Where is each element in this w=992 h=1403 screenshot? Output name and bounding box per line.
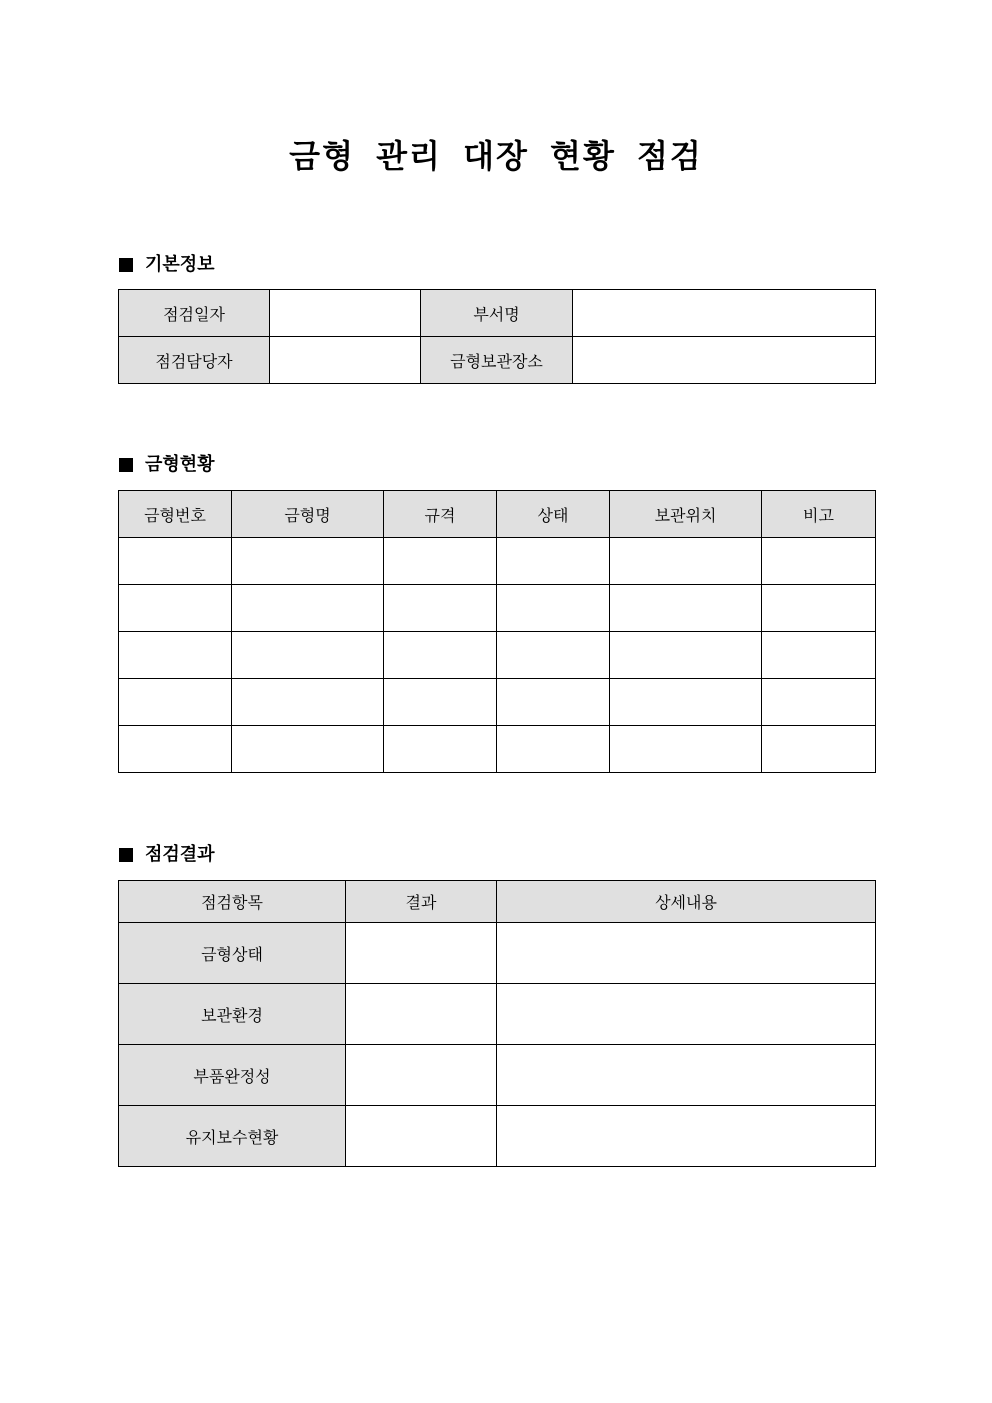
table-cell[interactable] [497, 632, 610, 679]
table-row [119, 726, 876, 773]
section-heading-basic-label: 기본정보 [145, 254, 215, 275]
table-row [119, 923, 876, 984]
column-header-result: 결과 [346, 881, 497, 923]
table-cell[interactable] [119, 538, 232, 585]
inspection-item-label: 보관환경 [119, 984, 346, 1045]
value-department[interactable] [573, 290, 876, 337]
column-header-mold-name: 금형명 [232, 491, 384, 538]
value-inspection-date[interactable] [270, 290, 421, 337]
table-cell[interactable] [232, 632, 384, 679]
basic-info-row [119, 337, 876, 384]
table-cell[interactable] [119, 679, 232, 726]
table-cell[interactable] [232, 679, 384, 726]
table-cell[interactable] [762, 632, 876, 679]
table-row [119, 679, 876, 726]
detail-cell[interactable] [497, 923, 876, 984]
table-cell[interactable] [762, 538, 876, 585]
table-cell[interactable] [762, 726, 876, 773]
column-header-storage-location: 보관위치 [610, 491, 762, 538]
inspection-item-label: 유지보수현황 [119, 1106, 346, 1167]
table-cell[interactable] [610, 679, 762, 726]
section-heading-inspection-result [119, 843, 215, 867]
mold-status-table [118, 490, 876, 773]
column-header-inspection-item: 점검항목 [119, 881, 346, 923]
result-cell[interactable] [346, 1106, 497, 1167]
table-cell[interactable] [610, 726, 762, 773]
column-header-remarks: 비고 [762, 491, 876, 538]
table-cell[interactable] [384, 538, 497, 585]
basic-info-table [118, 289, 876, 384]
square-bullet-icon [119, 458, 133, 472]
inspection-item-label: 금형상태 [119, 923, 346, 984]
table-cell[interactable] [232, 585, 384, 632]
table-row [119, 585, 876, 632]
table-cell[interactable] [762, 585, 876, 632]
table-cell[interactable] [119, 726, 232, 773]
table-cell[interactable] [497, 538, 610, 585]
result-cell[interactable] [346, 984, 497, 1045]
label-storage-location: 금형보관장소 [421, 337, 573, 384]
table-cell[interactable] [232, 538, 384, 585]
detail-cell[interactable] [497, 1106, 876, 1167]
table-row [119, 1045, 876, 1106]
inspection-result-table [118, 880, 876, 1167]
page-title: 금형 관리 대장 현황 점검 [289, 137, 703, 175]
table-row [119, 632, 876, 679]
basic-info-row [119, 290, 876, 337]
column-header-status: 상태 [497, 491, 610, 538]
table-cell[interactable] [497, 585, 610, 632]
section-heading-mold-status [119, 453, 215, 477]
table-cell[interactable] [762, 679, 876, 726]
table-cell[interactable] [232, 726, 384, 773]
section-heading-basic [119, 253, 215, 277]
square-bullet-icon [119, 848, 133, 862]
table-cell[interactable] [119, 585, 232, 632]
table-cell[interactable] [610, 585, 762, 632]
inspection-item-label: 부품완정성 [119, 1045, 346, 1106]
table-cell[interactable] [384, 632, 497, 679]
table-row [119, 538, 876, 585]
table-cell[interactable] [610, 632, 762, 679]
inspection-result-header-row [119, 881, 876, 923]
label-inspector: 점검담당자 [119, 337, 270, 384]
table-cell[interactable] [497, 726, 610, 773]
table-cell[interactable] [119, 632, 232, 679]
detail-cell[interactable] [497, 984, 876, 1045]
column-header-mold-number: 금형번호 [119, 491, 232, 538]
column-header-detail: 상세내용 [497, 881, 876, 923]
column-header-spec: 규격 [384, 491, 497, 538]
section-heading-mold-status-label: 금형현황 [145, 454, 215, 475]
table-cell[interactable] [497, 679, 610, 726]
table-row [119, 984, 876, 1045]
table-cell[interactable] [384, 726, 497, 773]
result-cell[interactable] [346, 1045, 497, 1106]
square-bullet-icon [119, 258, 133, 272]
table-cell[interactable] [384, 679, 497, 726]
table-cell[interactable] [384, 585, 497, 632]
label-department: 부서명 [421, 290, 573, 337]
table-cell[interactable] [610, 538, 762, 585]
table-row [119, 1106, 876, 1167]
section-heading-inspection-result-label: 점검결과 [145, 844, 215, 865]
mold-status-header-row [119, 491, 876, 538]
value-inspector[interactable] [270, 337, 421, 384]
detail-cell[interactable] [497, 1045, 876, 1106]
value-storage-location[interactable] [573, 337, 876, 384]
result-cell[interactable] [346, 923, 497, 984]
label-inspection-date: 점검일자 [119, 290, 270, 337]
